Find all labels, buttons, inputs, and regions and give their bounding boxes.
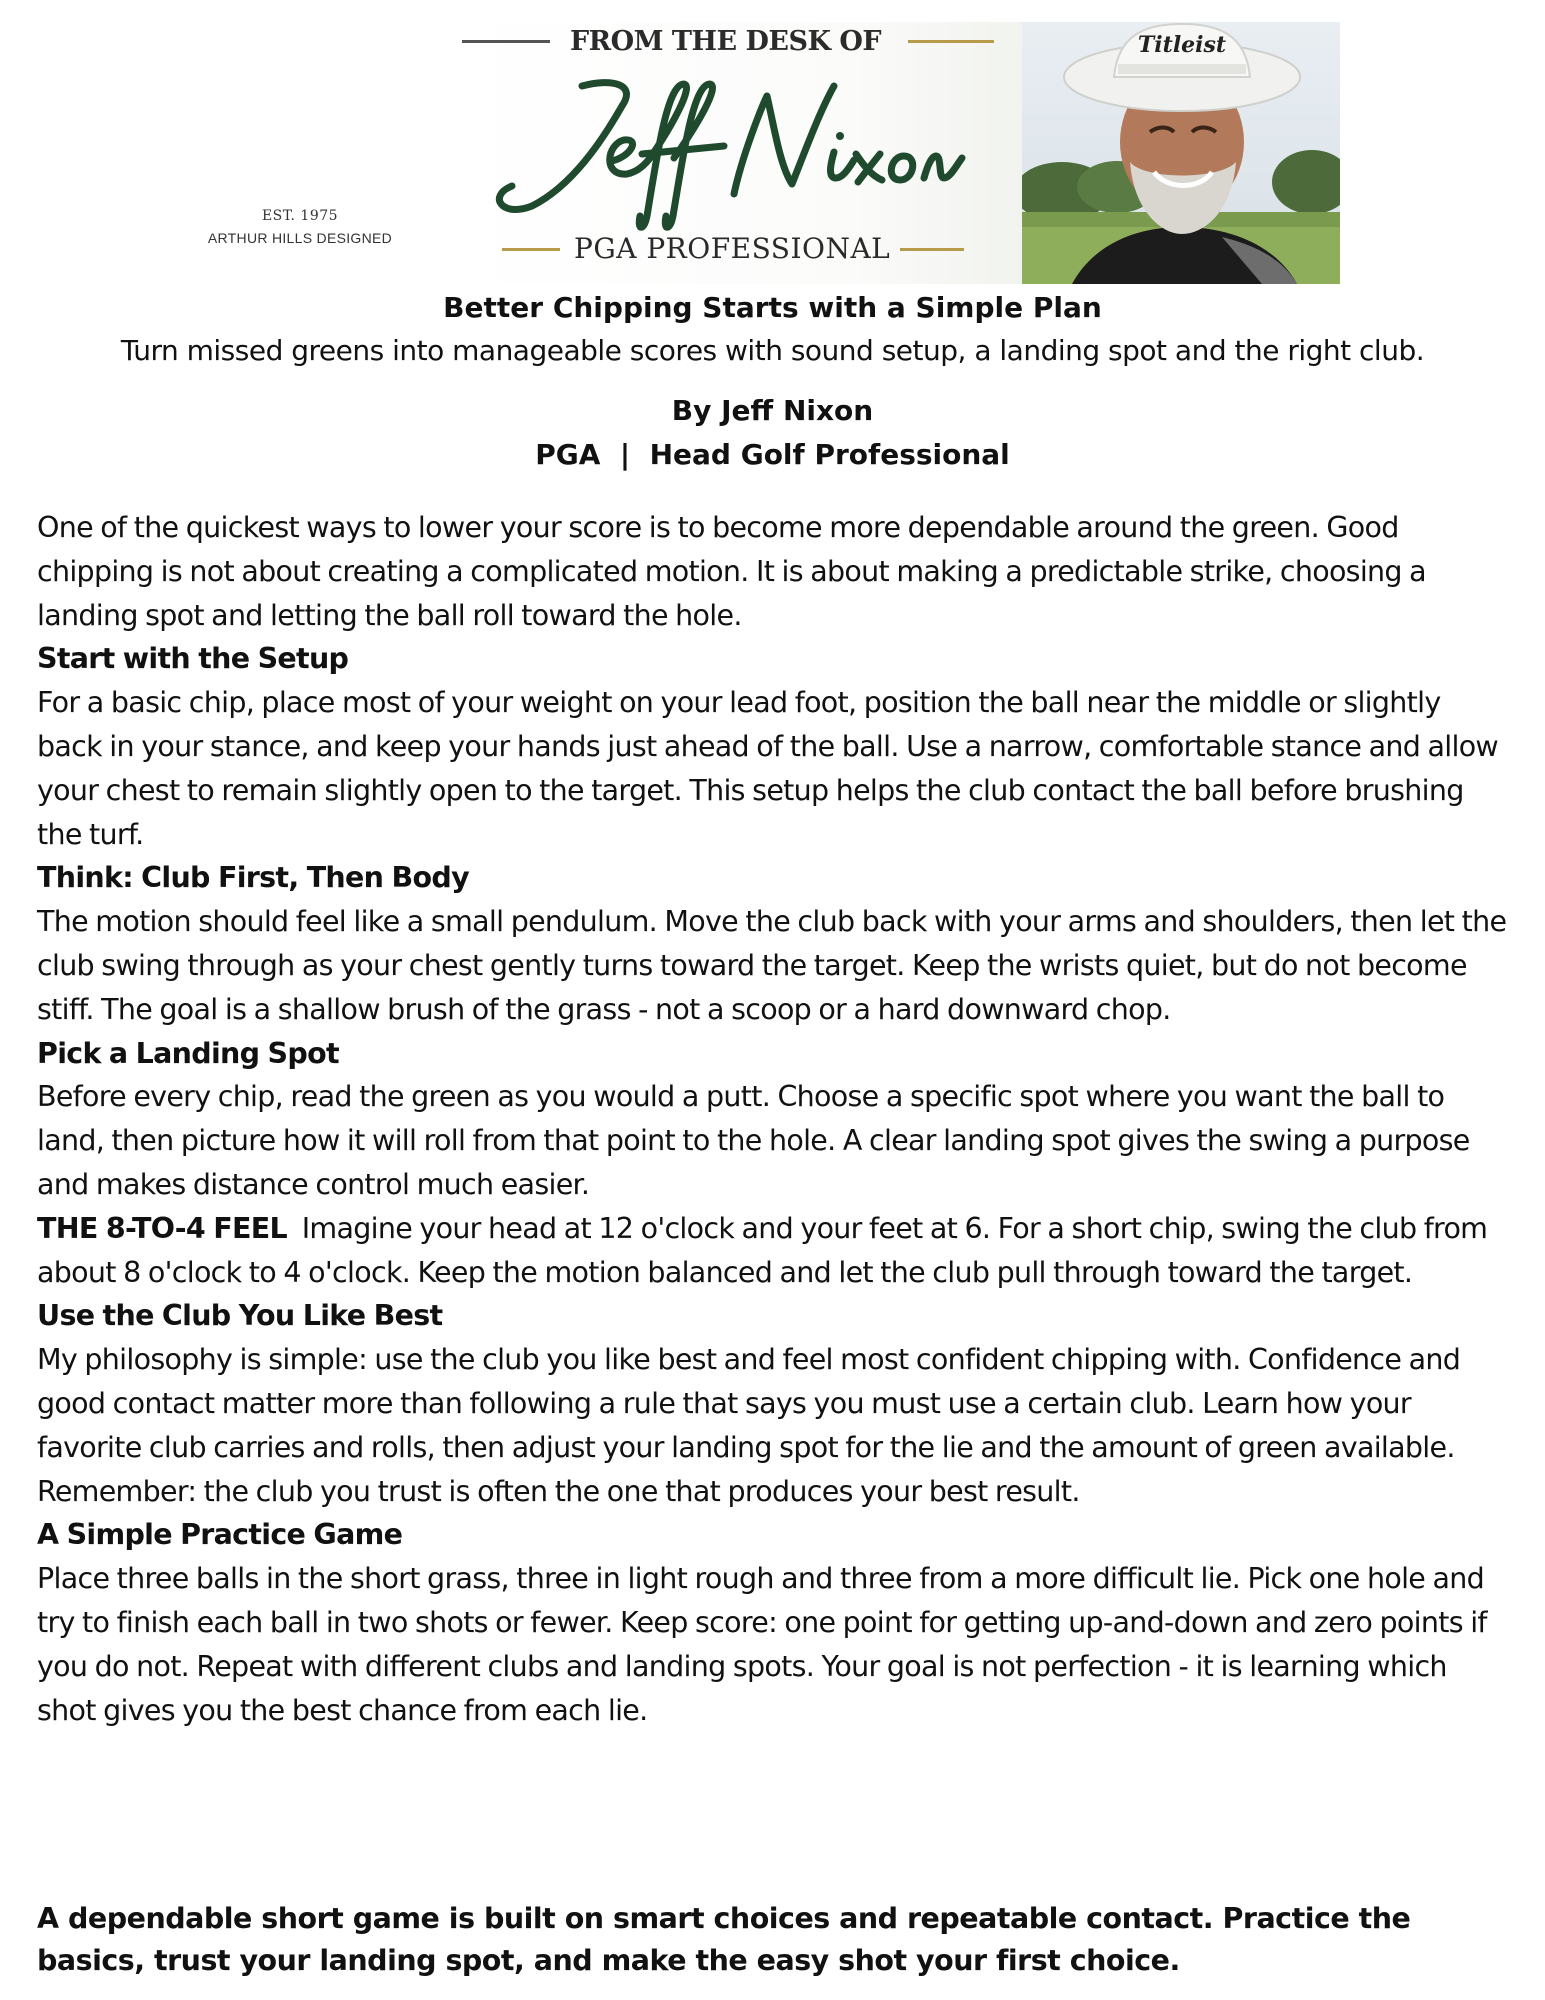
author-credentials: PGA | Head Golf Professional: [535, 438, 1010, 471]
author-photo: [1022, 22, 1340, 284]
course-designer: ARTHUR HILLS DESIGNED: [207, 230, 393, 246]
signature-logo: [462, 66, 982, 236]
inline-heading: THE 8-TO-4 FEEL: [37, 1211, 287, 1245]
section-paragraph: For a basic chip, place most of your weight on your lead foot, position the ball near the middle or slightly back in your stance, and keep your hands just ahead of the ball. Use a narrow, comfortable stance and allow your chest to remain slightly open to the target. This setup helps the club contact the ball before brushing the turf.: [37, 686, 1499, 851]
section-paragraph-inline: [37, 1207, 1512, 1295]
article-title: Better Chipping Starts with a Simple Plan: [443, 291, 1102, 324]
banner-rule: [908, 40, 994, 43]
section-heading: Use the Club You Like Best: [37, 1299, 443, 1333]
section-heading: Start with the Setup: [37, 642, 349, 676]
author-banner: [462, 22, 1340, 284]
intro-paragraph: One of the quickest ways to lower your score is to become more dependable around the green. Good chipping is not about creating a complicated motion. It is about making a predictable strike, choosing a landing spot and letting the ball roll toward the hole.: [37, 511, 1426, 632]
author-byline: By Jeff Nixon: [671, 394, 874, 427]
club-established-mark: [180, 208, 420, 246]
banner-pga-professional: PGA PROFESSIONAL: [574, 232, 891, 265]
section-heading: Pick a Landing Spot: [37, 1036, 339, 1070]
section-paragraph: My philosophy is simple: use the club you like best and feel most confident chipping with. Confidence and good contact matter more than following a rule that says you must use a certain club. Learn how your favorite club carries and rolls, then adjust your landing spot for the lie and the amount of green available. Remember: the club you trust is often the one that produces your best result.: [37, 1343, 1461, 1508]
established-year: EST. 1975: [261, 208, 339, 224]
section-paragraph: Before every chip, read the green as you would a putt. Choose a specific spot where you want the ball to land, then picture how it will roll from that point to the hole. A clear landing spot gives the swing a purpose and makes distance control much easier.: [37, 1080, 1470, 1201]
section-paragraph: Place three balls in the short grass, three in light rough and three from a more difficult lie. Pick one hole and try to finish each ball in two shots or fewer. Keep score: one point for getting up-and-down and zero points if you do not. Repeat with different clubs and landing spots. Your goal is not perfection - it is learning which shot gives you the best chance from each lie.: [37, 1562, 1487, 1727]
section-heading: Think: Club First, Then Body: [37, 861, 469, 895]
section-paragraph: The motion should feel like a small pendulum. Move the club back with your arms and shoulders, then let the club swing through as your chest gently turns toward the target. Keep the wrists quiet, but do not become stiff. The goal is a shallow brush of the grass - not a scoop or a hard downward chop.: [37, 905, 1507, 1026]
article-subtitle: Turn missed greens into manageable scores with sound setup, a landing spot and the right club.: [120, 334, 1425, 367]
svg-text:Titleist: Titleist: [1137, 32, 1227, 58]
section-heading: A Simple Practice Game: [37, 1518, 403, 1552]
banner-from-desk: FROM THE DESK OF: [570, 26, 882, 57]
banner-rule: [502, 248, 560, 251]
banner-rule: [462, 40, 550, 43]
closing-statement: A dependable short game is built on smart choices and repeatable contact. Practice the basics, trust your landing spot, and make the easy shot your first choice.: [37, 1902, 1411, 1977]
article-body: [37, 506, 1512, 1732]
banner-text-panel: [462, 22, 1022, 284]
banner-rule: [900, 248, 964, 251]
inline-body: Imagine your head at 12 o'clock and your feet at 6. For a short chip, swing the club from about 8 o'clock to 4 o'clock. Keep the motion balanced and let the club pull through toward the target.: [37, 1211, 1488, 1289]
